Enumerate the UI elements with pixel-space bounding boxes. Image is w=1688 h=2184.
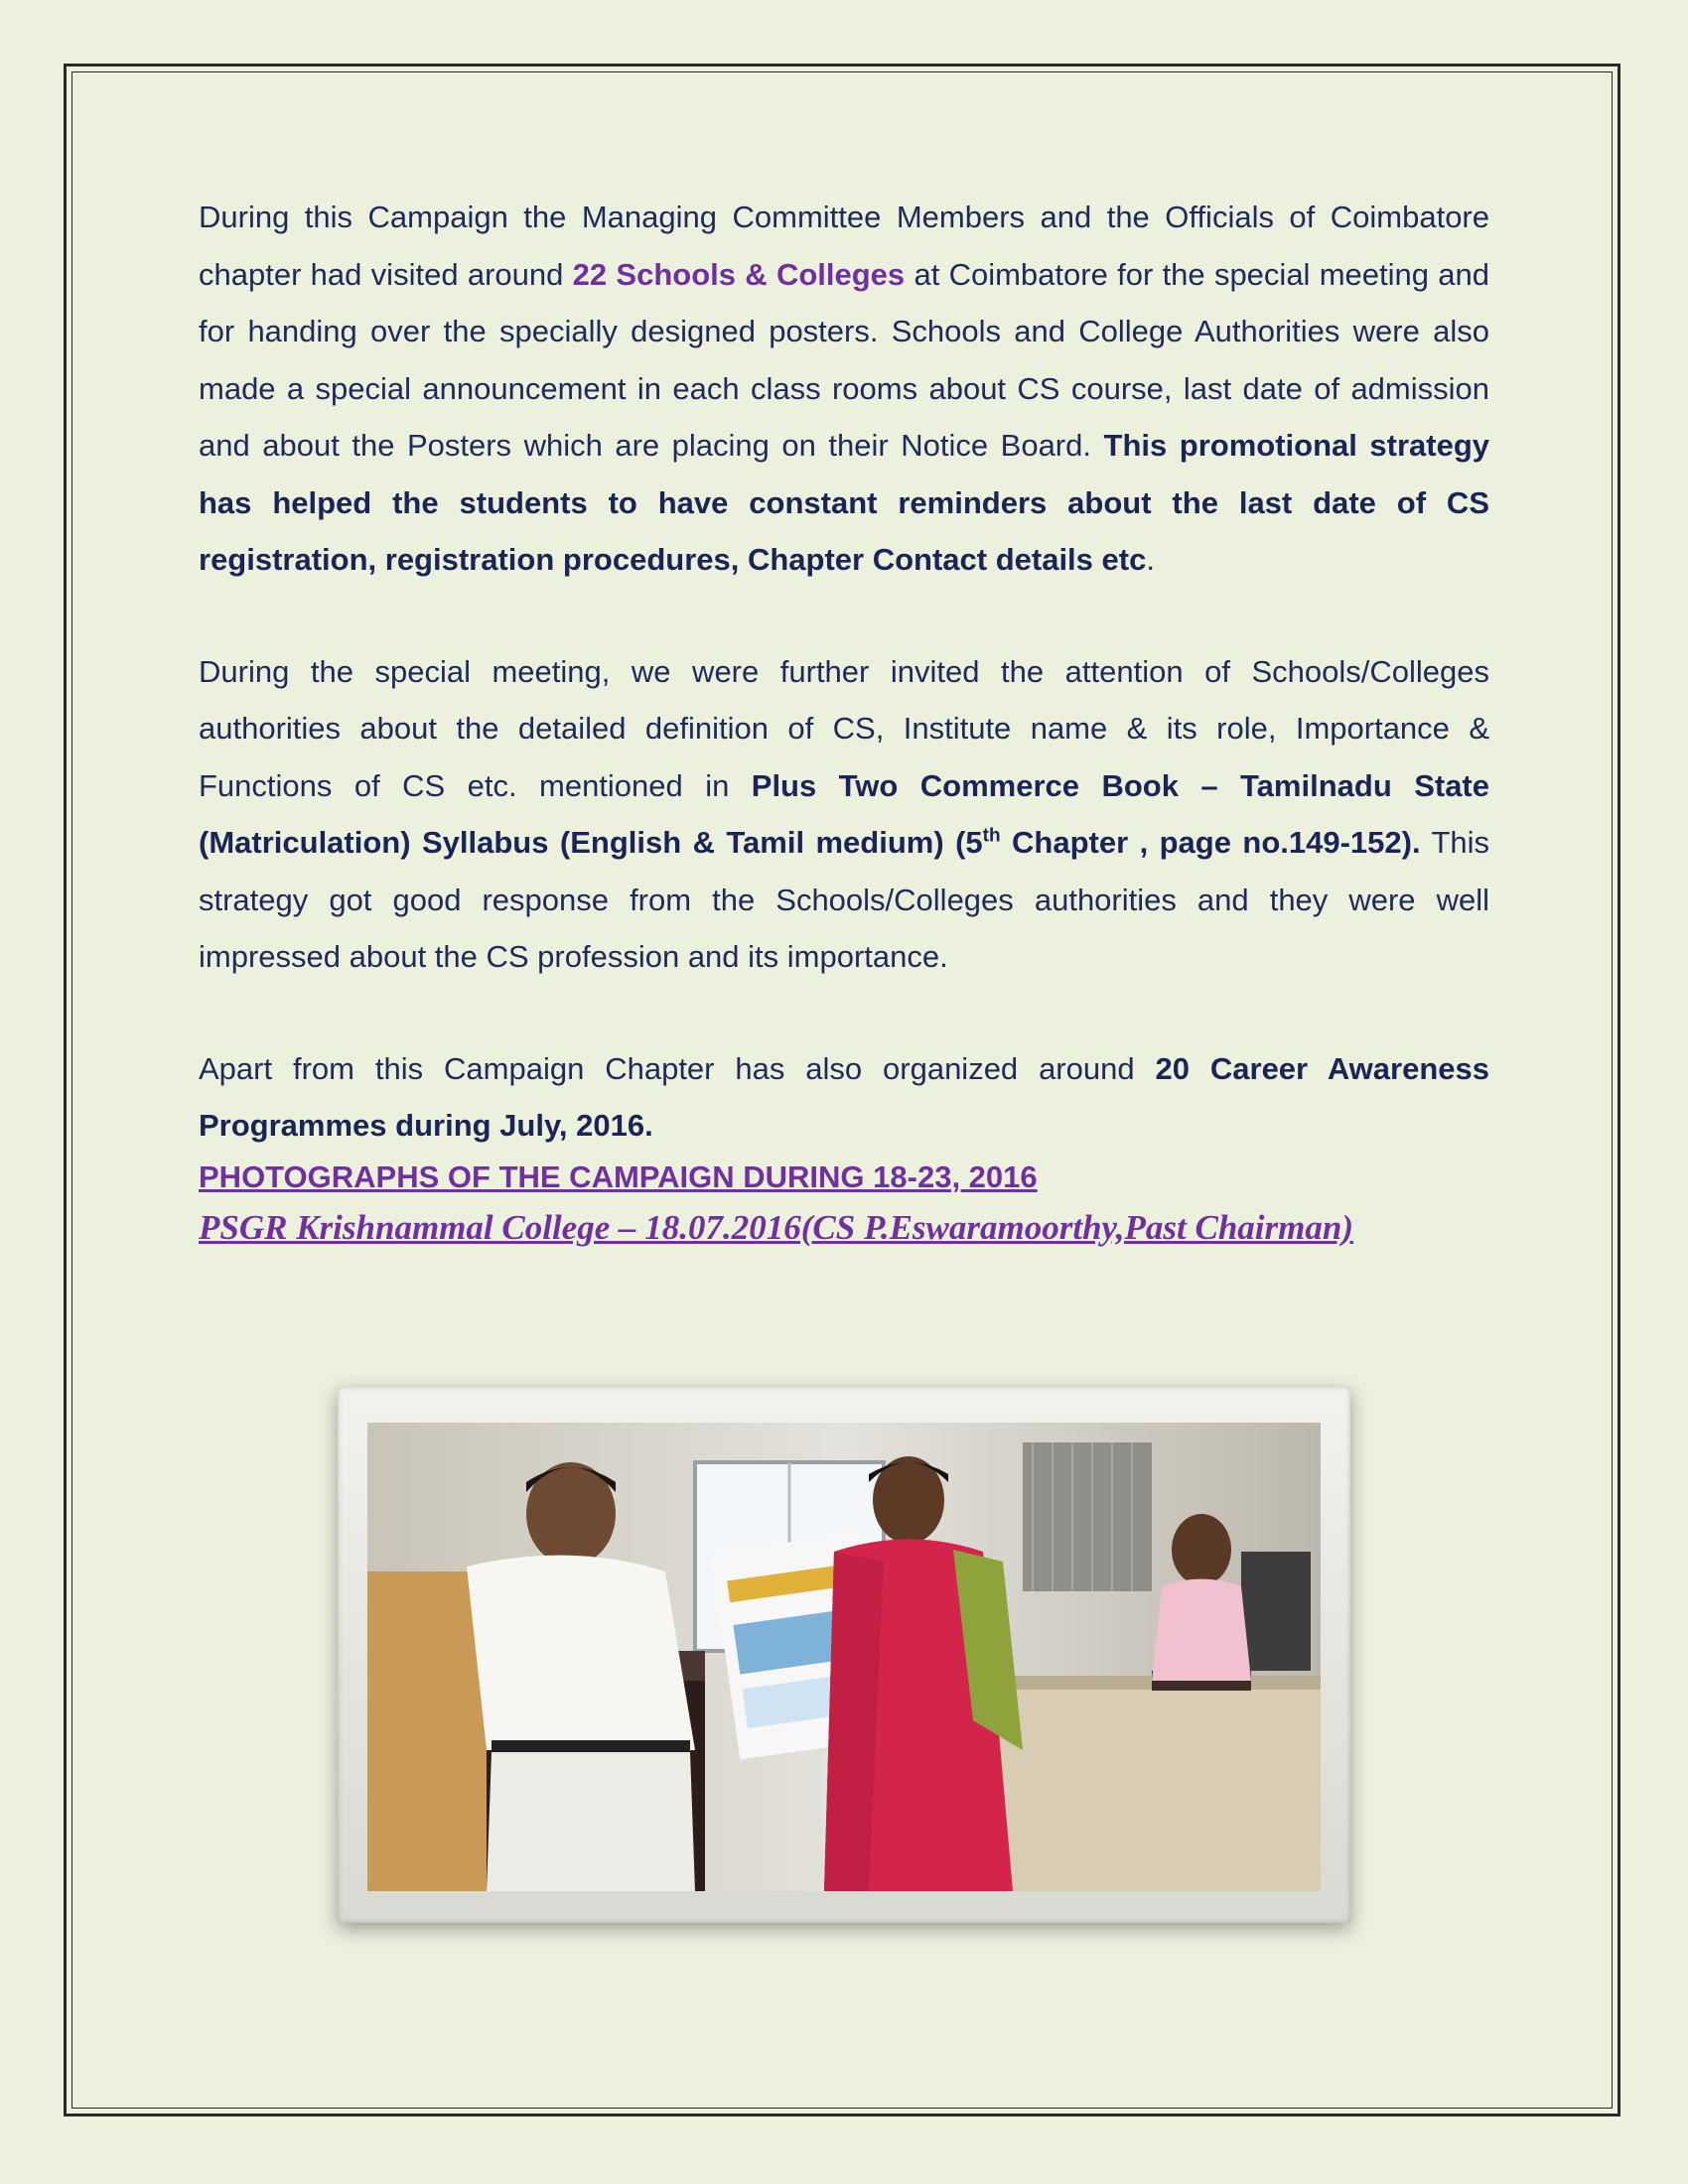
text: This strategy got good response from the Schools/Colleges authorities and they were well impressed about the CS profession and its importance. <box>199 825 1490 974</box>
photo-frame <box>338 1387 1350 1923</box>
bold-strategy-text: This promotional strategy has helped the students to have constant reminders about the last date of CS registration, registration procedures, Chapter Contact details etc <box>199 428 1489 577</box>
paragraph-special-meeting <box>199 643 1489 986</box>
text: Chapter , page no.149-152). <box>1000 825 1421 860</box>
superscript: th <box>982 825 1001 847</box>
photos-heading: PHOTOGRAPHS OF THE CAMPAIGN DURING 18-23, 2016 <box>199 1159 1038 1194</box>
campaign-photo <box>367 1423 1321 1891</box>
paragraph-campaign-visits <box>199 189 1489 589</box>
text: During this Campaign the Managing Committee Members and the Officials of Coimbatore chapter had visited around <box>199 200 1489 292</box>
document-body <box>199 189 1489 1256</box>
text: Plus Two Commerce Book – Tamilnadu State (Matriculation) Syllabus (English & Tamil medium) (5 <box>199 767 1489 860</box>
photo-illustration <box>367 1423 1321 1891</box>
text: During the special meeting, we were further invited the attention of Schools/Colleges authorities about the detailed definition of CS, Institute name & its role, Importance & Functions of CS etc. mentioned in <box>199 653 1489 803</box>
paragraph-career-programmes <box>199 1040 1489 1155</box>
text: Apart from this Campaign Chapter has also organized around <box>199 1050 1156 1086</box>
photo-caption: PSGR Krishnammal College – 18.07.2016(CS P.Eswaramoorthy,Past Chairman) <box>199 1207 1353 1247</box>
bold-programmes-count: 20 Career Awareness Programmes during July, 2016. <box>199 1050 1489 1143</box>
text: at Coimbatore for the special meeting and for handing over the specially designed posters. Schools and College Authorities were also made a special announcement in each class rooms about CS course, last date of admission and about the Posters which are placing on their Notice Board. <box>199 256 1490 463</box>
highlight-schools-count: 22 Schools & Colleges <box>572 256 906 292</box>
text: . <box>1146 542 1155 577</box>
